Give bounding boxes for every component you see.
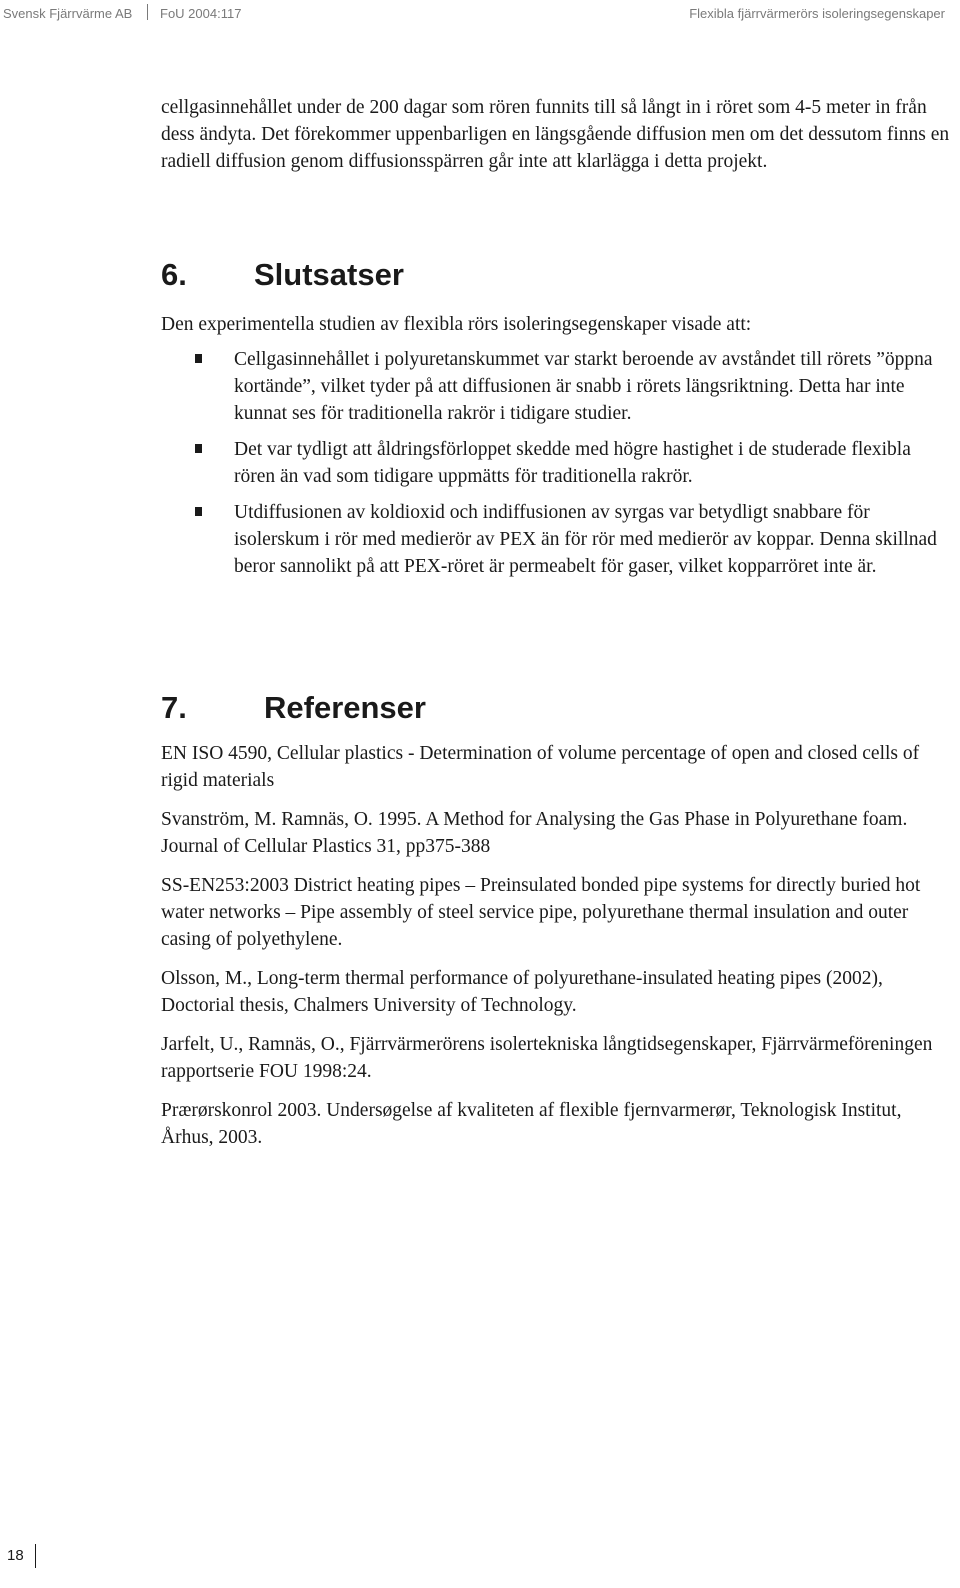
header-report-id: FoU 2004:117 <box>160 6 242 21</box>
page-header <box>0 0 960 26</box>
header-divider <box>147 4 148 20</box>
section-6-intro: Den experimentella studien av flexibla rörs isoleringsegenskaper visade att: <box>161 314 752 335</box>
list-item-text: Cellgasinnehållet i polyuretanskummet var starkt beroende av avståndet till rörets ”öppna kortände”, vilket tyder på att diffusionen är snabb i rörets längsriktning. Detta har inte kunnat ses för traditionella rakrör i tidigare studier. <box>234 349 933 424</box>
list-item-text: Utdiffusionen av koldioxid och indiffusionen av syrgas var betydligt snabbare för isolerskum i rör med medierör av PEX än för rör med medierör av koppar. Denna skillnad beror sannolikt på att PEX-röret är permeabelt för gaser, vilket kopparröret inte är. <box>234 502 937 577</box>
references-list <box>161 740 951 1163</box>
footer-divider <box>35 1544 36 1568</box>
page-number: 18 <box>7 1547 24 1564</box>
reference-entry: Prærørskonrol 2003. Undersøgelse af kvaliteten af flexible fjernvarmerør, Teknologisk Institut, Århus, 2003. <box>161 1100 902 1148</box>
square-bullet-icon <box>195 354 202 363</box>
continuation-paragraph: cellgasinnehållet under de 200 dagar som rören funnits till så långt in i röret som 4-5 meter in från dess ändyta. Det förekommer uppenbarligen en längsgående diffusion men om det dessutom finns en radiell diffusion genom diffusionsspärren går inte att klarlägga i detta projekt. <box>161 97 950 172</box>
header-document-title: Flexibla fjärrvärmerörs isoleringsegenskaper <box>689 6 945 21</box>
list-item-text: Det var tydligt att åldringsförloppet skedde med högre hastighet i de studerade flexibla rören än vad som tidigare uppmätts för traditionella rakrör. <box>234 439 911 487</box>
list-item <box>161 499 951 580</box>
conclusions-list <box>161 346 951 589</box>
header-company: Svensk Fjärrvärme AB <box>3 6 133 21</box>
section-7-number: 7. <box>161 690 187 725</box>
reference-entry: SS-EN253:2003 District heating pipes – Preinsulated bonded pipe systems for directly buried hot water networks – Pipe assembly of steel service pipe, polyurethane thermal insulation and outer casing of polyethylene. <box>161 875 921 950</box>
reference-entry: Olsson, M., Long-term thermal performance of polyurethane-insulated heating pipes (2002), Doctorial thesis, Chalmers University of Technology. <box>161 968 883 1016</box>
section-7-title: Referenser <box>264 690 426 725</box>
reference-entry: Svanström, M. Ramnäs, O. 1995. A Method for Analysing the Gas Phase in Polyurethane foam. Journal of Cellular Plastics 31, pp375-388 <box>161 809 908 857</box>
section-6-title: Slutsatser <box>254 257 404 292</box>
reference-entry: EN ISO 4590, Cellular plastics - Determination of volume percentage of open and closed cells of rigid materials <box>161 743 920 791</box>
section-6-number: 6. <box>161 257 187 292</box>
square-bullet-icon <box>195 444 202 453</box>
list-item <box>161 346 951 427</box>
list-item <box>161 436 951 490</box>
reference-entry: Jarfelt, U., Ramnäs, O., Fjärrvärmerörens isolertekniska långtidsegenskaper, Fjärrvärmeföreningen rapportserie FOU 1998:24. <box>161 1034 933 1082</box>
square-bullet-icon <box>195 507 202 516</box>
